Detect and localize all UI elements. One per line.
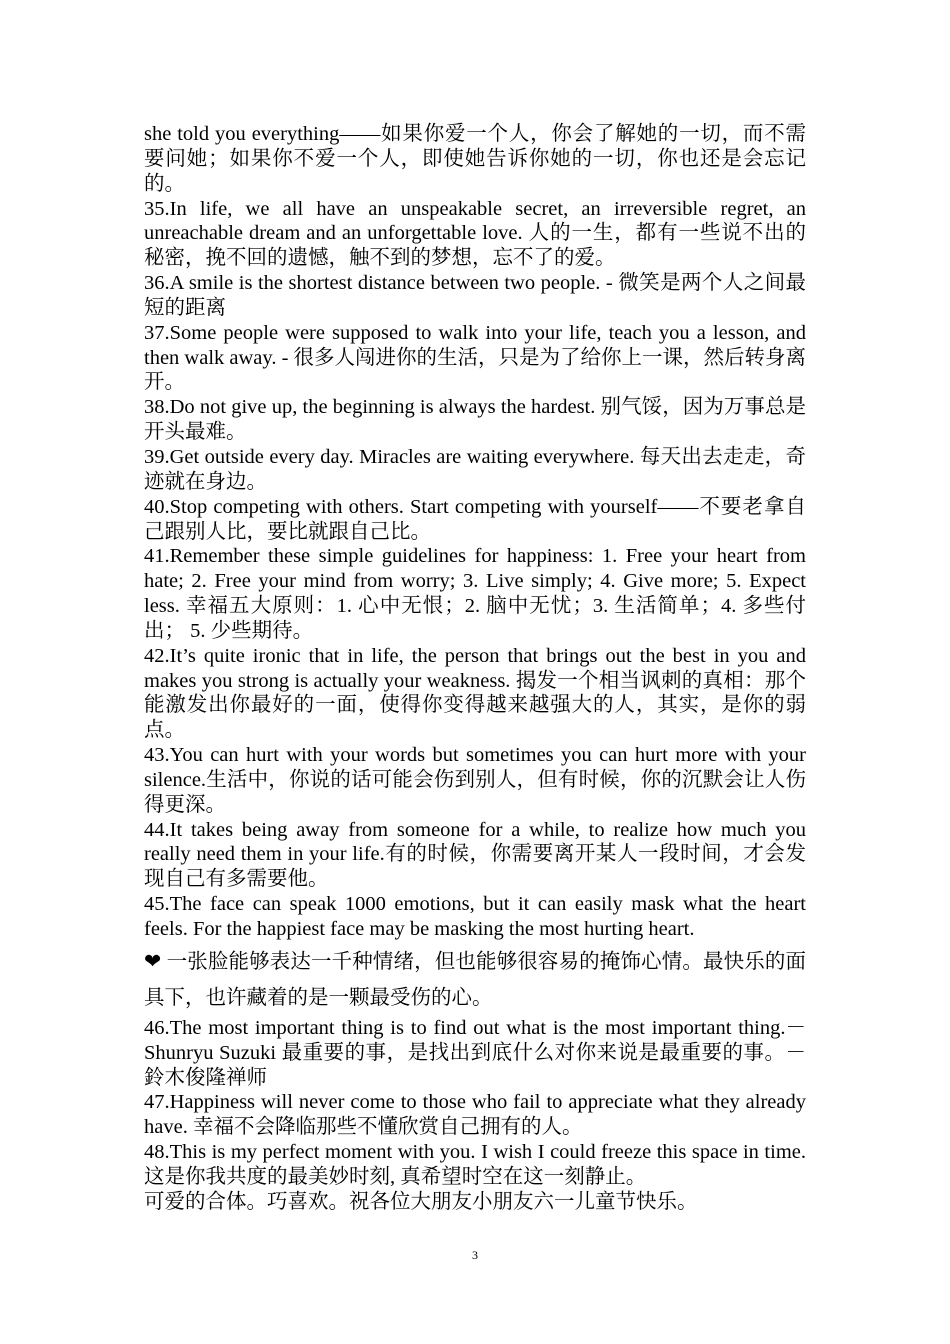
paragraph-40: 40.Stop competing with others. Start competing with yourself——不要老拿自己跟别人比，要比就跟自己比。: [144, 495, 806, 543]
paragraph-43: 43.You can hurt with your words but sometimes you can hurt more with your silence.生活中，你说的话可能会伤到别人，但有时候，你的沉默会让人伤得更深。: [144, 744, 806, 816]
paragraph-34-continued: she told you everything——如果你爱一个人，你会了解她的一切，而不需要问她；如果你不爱一个人，即使她告诉你她的一切，你也还是会忘记的。: [144, 123, 806, 195]
closing-line: 可爱的合体。巧喜欢。祝各位大朋友小朋友六一儿童节快乐。: [144, 1190, 698, 1213]
paragraph-39: 39.Get outside every day. Miracles are waiting everywhere. 每天出去走走，奇迹就在身边。: [144, 445, 806, 493]
page-number: 3: [472, 1248, 478, 1262]
page-body: [144, 122, 806, 1215]
paragraph-37: 37.Some people were supposed to walk into your life, teach you a lesson, and then walk away. - 很多人闯进你的生活，只是为了给你上一课，然后转身离开。: [144, 321, 807, 394]
paragraph-41: 41.Remember these simple guidelines for happiness: 1. Free your heart from hate; 2. Free your mind from worry; 3. Live simply; 4. Give more; 5. Expect less. 幸福五大原则：1. 心中无恨；2. 脑中无忧；3. 生活简单；4. 多些付出； 5. 少些期待。: [144, 545, 806, 642]
paragraph-46: 46.The most important thing is to find out what is the most important thing.－Shunryu Suzuki 最重要的事，是找出到底什么对你来说是最重要的事。－鈴木俊隆禅师: [144, 1016, 806, 1089]
paragraph-45-translation: ❤ 一张脸能够表达一千种情绪，但也能够很容易的掩饰心情。最快乐的面具下，也许藏着的是一颗最受伤的心。: [144, 950, 806, 1009]
paragraph-35: 35.In life, we all have an unspeakable secret, an irreversible regret, an unreachable dream and an unforgettable love. 人的一生，都有一些说不出的秘密，挽不回的遗憾，触不到的梦想，忘不了的爱。: [144, 197, 806, 270]
paragraph-36: 36.A smile is the shortest distance between two people. - 微笑是两个人之间最短的距离: [144, 272, 806, 319]
paragraph-42: 42.It’s quite ironic that in life, the person that brings out the best in you and makes you strong is actually your weakness. 揭发一个相当讽刺的真相：那个能激发出你最好的一面，使得你变得越来越强大的人，其实，是你的弱点。: [144, 644, 806, 742]
paragraph-48: 48.This is my perfect moment with you. I wish I could freeze this space in time. 这是你我共度的最美妙时刻, 真希望时空在这一刻静止。: [144, 1141, 806, 1188]
paragraph-38: 38.Do not give up, the beginning is always the hardest. 别气馁，因为万事总是开头最难。: [144, 396, 806, 444]
paragraph-45: 45.The face can speak 1000 emotions, but it can easily mask what the heart feels. For the happiest face may be masking the most hurting heart.: [144, 893, 806, 940]
paragraph-47: 47.Happiness will never come to those who fail to appreciate what they already have. 幸福不会降临那些不懂欣赏自己拥有的人。: [144, 1091, 806, 1139]
paragraph-44: 44.It takes being away from someone for a while, to realize how much you really need them in your life.有的时候，你需要离开某人一段时间，才会发现自己有多需要他。: [144, 818, 806, 891]
